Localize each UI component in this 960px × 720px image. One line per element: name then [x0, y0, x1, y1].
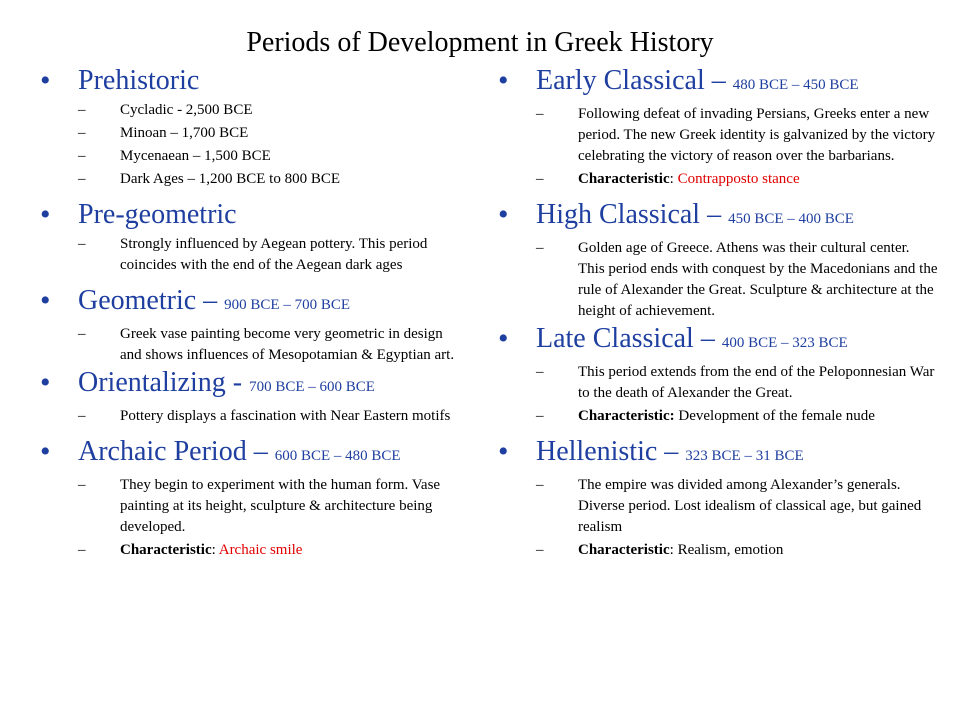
sub-item: – Strongly influenced by Aegean pottery. This period coincides with the end of the Aegean dark ages: [78, 236, 428, 273]
sub-item: – The empire was divided among Alexander’s generals. Diverse period. Lost idealism of classical age, but gained realism: [536, 477, 922, 535]
slide-title: Periods of Development in Greek History: [246, 27, 714, 58]
bullet-icon: •: [498, 198, 509, 231]
sub-item: – This period extends from the end of the Peloponnesian War to the death of Alexander the Great.: [536, 364, 935, 401]
characteristic-label: Characteristic: [120, 542, 212, 558]
topic-heading: [536, 322, 938, 360]
sub-item: – Golden age of Greece. Athens was their cultural center. This period ends with conquest by the Macedonians and the rule of Alexander the Great. Sculpture & architecture at the height of achievement.: [536, 240, 938, 319]
characteristic-value: Contrapposto stance: [677, 171, 800, 187]
sub-item: – Characteristic: Archaic smile: [78, 542, 303, 558]
sub-text: Pottery displays a fascination with Near Eastern motifs: [120, 408, 451, 424]
characteristic-value: Development of the female nude: [678, 408, 875, 424]
right-column: [498, 64, 938, 561]
topic-name: High Classical –: [536, 199, 729, 230]
sub-item: – Greek vase painting become very geometric in design and shows influences of Mesopotamian & Egyptian art.: [78, 326, 455, 363]
sub-item: – Pottery displays a fascination with Near Eastern motifs: [78, 408, 451, 424]
topic-name: Archaic Period –: [78, 436, 275, 467]
characteristic-label: Characteristic: [578, 542, 670, 558]
topic-heading: [78, 64, 460, 98]
topic-heading: [536, 435, 938, 473]
characteristic-label: Characteristic:: [578, 408, 675, 424]
sub-text: Greek vase painting become very geometric in design and shows influences of Mesopotamian & Egyptian art.: [120, 326, 455, 363]
characteristic-value: Archaic smile: [218, 542, 303, 558]
sub-text: The empire was divided among Alexander’s generals. Diverse period. Lost idealism of classical age, but gained realism: [578, 477, 922, 535]
topic-date-range: 600 BCE – 480 BCE: [274, 448, 401, 464]
topic-pre-geometric: [40, 198, 460, 276]
sub-text: Mycenaean – 1,500 BCE: [120, 148, 271, 164]
sub-text: Minoan – 1,700 BCE: [120, 125, 249, 141]
sub-text: Cycladic - 2,500 BCE: [120, 102, 253, 118]
topic-name: Hellenistic –: [536, 436, 686, 467]
bullet-icon: •: [498, 64, 509, 97]
topic-name: Geometric –: [78, 285, 225, 316]
sub-item: – They begin to experiment with the human form. Vase painting at its height, sculpture & architecture being developed.: [78, 477, 441, 535]
topic-date-range: 450 BCE – 400 BCE: [728, 211, 854, 227]
topic-name: Pre-geometric: [78, 199, 237, 230]
bullet-icon: •: [40, 198, 51, 231]
topic-early-classical: [498, 64, 938, 190]
topic-heading: [536, 64, 938, 102]
sub-item: – Characteristic: Contrapposto stance: [536, 171, 800, 187]
topic-date-range: 480 BCE – 450 BCE: [732, 77, 859, 93]
sub-text: This period extends from the end of the Peloponnesian War to the death of Alexander the Great.: [578, 364, 935, 401]
sub-item: – Following defeat of invading Persians, Greeks enter a new period. The new Greek identity is galvanized by the victory celebrating the victory of reason over the barbarians.: [536, 106, 936, 164]
topic-name: Orientalizing -: [78, 367, 250, 398]
topic-heading: [78, 366, 460, 404]
sub-text: They begin to experiment with the human form. Vase painting at its height, sculpture & architecture being developed.: [120, 477, 441, 535]
topic-date-range: 700 BCE – 600 BCE: [249, 379, 375, 395]
topic-name: Prehistoric: [78, 65, 200, 96]
topic-heading: [78, 435, 460, 473]
topic-date-range: 323 BCE – 31 BCE: [685, 448, 804, 464]
topic-date-range: 400 BCE – 323 BCE: [721, 335, 848, 351]
sub-item: – Characteristic: Development of the female nude: [536, 408, 875, 424]
topic-date-range: 900 BCE – 700 BCE: [224, 297, 351, 313]
topic-heading: [78, 198, 460, 232]
sub-item: – Dark Ages – 1,200 BCE to 800 BCE: [78, 171, 340, 187]
sub-text: Dark Ages – 1,200 BCE to 800 BCE: [120, 171, 340, 187]
topic-hellenistic: [498, 435, 938, 561]
topic-prehistoric: [40, 64, 460, 190]
sub-text: Following defeat of invading Persians, Greeks enter a new period. The new Greek identity is galvanized by the victory celebrating the victory of reason over the barbarians.: [578, 106, 936, 164]
sub-item: – Cycladic - 2,500 BCE: [78, 102, 253, 118]
sub-item: – Characteristic: Realism, emotion: [536, 542, 784, 558]
bullet-icon: •: [40, 366, 51, 399]
bullet-icon: •: [40, 435, 51, 468]
bullet-icon: •: [40, 284, 51, 317]
sub-text: Golden age of Greece. Athens was their cultural center. This period ends with conquest by the Macedonians and the rule of Alexander the Great. Sculpture & architecture at the height of achievement.: [578, 240, 938, 319]
topic-heading: [536, 198, 938, 236]
topic-geometric: [40, 284, 460, 366]
bullet-icon: •: [498, 322, 509, 355]
characteristic-label: Characteristic: [578, 171, 670, 187]
topic-high-classical: [498, 198, 938, 322]
sub-item: – Minoan – 1,700 BCE: [78, 125, 249, 141]
topic-late-classical: [498, 322, 938, 427]
characteristic-value: Realism, emotion: [677, 542, 784, 558]
bullet-icon: •: [498, 435, 509, 468]
sub-text: Strongly influenced by Aegean pottery. This period coincides with the end of the Aegean dark ages: [120, 236, 428, 273]
topic-name: Early Classical –: [536, 65, 733, 96]
left-column: [40, 64, 460, 561]
topic-archaic-period: [40, 435, 460, 561]
topic-orientalizing: [40, 366, 460, 427]
topic-name: Late Classical –: [536, 323, 722, 354]
topic-heading: [78, 284, 460, 322]
bullet-icon: •: [40, 64, 51, 97]
sub-item: – Mycenaean – 1,500 BCE: [78, 148, 271, 164]
